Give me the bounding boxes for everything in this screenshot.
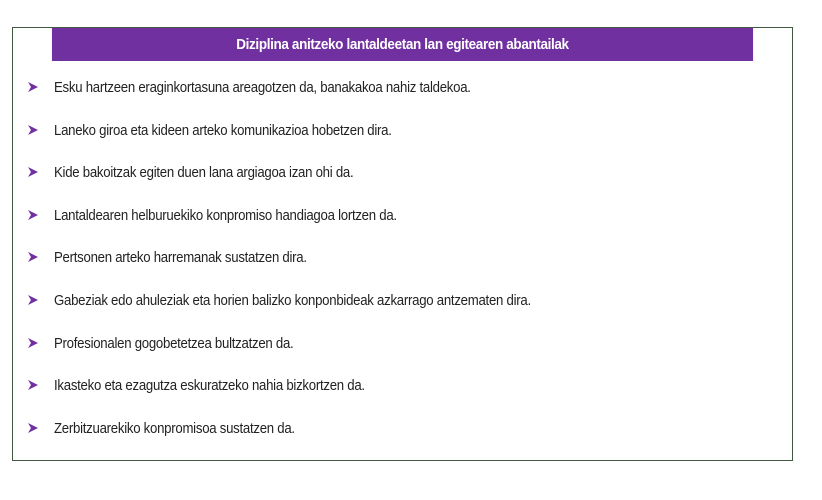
arrow-bullet-icon (27, 251, 39, 263)
arrow-bullet-icon (27, 124, 39, 136)
advantages-table (12, 27, 793, 461)
list-item (13, 292, 792, 335)
arrow-bullet-icon (27, 337, 39, 349)
list-item (13, 249, 792, 292)
list-item (13, 122, 792, 165)
arrow-bullet-icon (27, 81, 39, 93)
arrow-bullet-icon (27, 209, 39, 221)
list-item-text: Zerbitzuarekiko konpromisoa sustatzen da. (54, 419, 295, 437)
arrow-bullet-icon (27, 379, 39, 391)
list-item-text: Laneko giroa eta kideen arteko komunikazioa hobetzen dira. (54, 121, 392, 139)
table-header-title: Diziplina anitzeko lantaldeetan lan egitearen abantailak (52, 28, 753, 61)
list-item (13, 207, 792, 250)
list-item-text: Lantaldearen helburuekiko konpromiso handiagoa lortzen da. (54, 206, 397, 224)
list-item (13, 377, 792, 420)
list-item-text: Pertsonen arteko harremanak sustatzen dira. (54, 249, 307, 267)
arrow-bullet-icon (27, 422, 39, 434)
arrow-bullet-icon (27, 294, 39, 306)
list-item (13, 79, 792, 122)
list-item-text: Esku hartzeen eraginkortasuna areagotzen da, banakakoa nahiz taldekoa. (54, 79, 471, 96)
list-item (13, 164, 792, 207)
list-item-text: Ikasteko eta ezagutza eskuratzeko nahia bizkortzen da. (54, 377, 365, 395)
list-item-text: Gabeziak edo ahuleziak eta horien balizko konponbideak azkarrago antzematen dira. (54, 291, 531, 309)
list-item (13, 420, 792, 463)
list-item-text: Kide bakoitzak egiten duen lana argiagoa izan ohi da. (54, 164, 354, 182)
advantages-list (13, 79, 792, 462)
list-item-text: Profesionalen gogobetetzea bultzatzen da. (54, 334, 294, 352)
list-item (13, 335, 792, 378)
arrow-bullet-icon (27, 166, 39, 178)
